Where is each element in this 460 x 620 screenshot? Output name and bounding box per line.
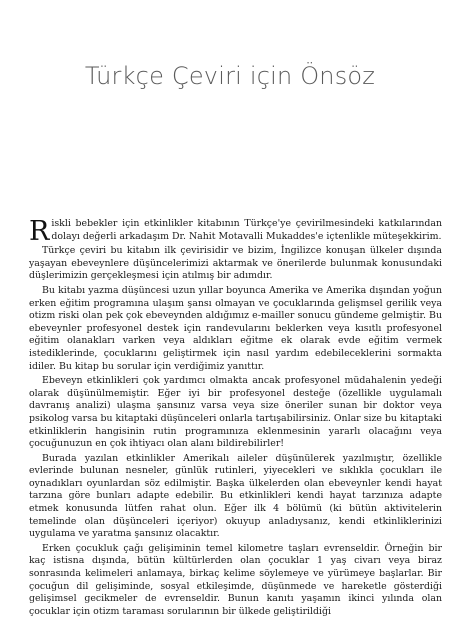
paragraph-1-text: iskli bebekler için etkinlikler kitabının Türkçe'ye çevirilmesindeki katkılarından dolayı değerli arkadaşım Dr. Nahit Motavalli Mukaddes'e içtenlikle müteşekkirim. (51, 218, 442, 242)
paragraph-2: Türkçe çeviri bu kitabın ilk çevirisidir ve bizim, İngilizce konuşan ülkeler dışında yaşayan ebeveynlere düşüncelerimizi aktarmak ve önerilerde bulunmak konusundaki düşlerimizin gerçekleşmesi için atılmış bir adımdır. (29, 245, 442, 282)
paragraph-5: Burada yazılan etkinlikler Amerikalı aileler düşünülerek yazılmıştır, özellikle evlerinde bulunan nesneler, günlük rutinleri, yiyecekleri ve sıklıkla çocukları ile oynadıkları oyunlardan söz edilmiştir. Başka ülkelerden olan ebeveynler kendi hayat tarzına göre bunları adapte edebilir. Bu etkinlikleri kendi hayat tarzınıza adapte etmek konusunda lütfen rahat olun. Eğer ilk 4 bölümü (ki bütün aktivitelerin temelinde olan düşünceleri içeriyor) okuyup anladıysanız, kendi etkinliklerinizi uygulama ve yaratma şansınız olacaktır. (29, 452, 442, 540)
drop-cap: R (29, 216, 50, 247)
paragraph-3: Bu kitabı yazma düşüncesi uzun yıllar boyunca Amerika ve Amerika dışından yoğun erken eğitim programına ulaşım şansı olmayan ve çocuklarında gelişmsel gerilik veya otizm riski olan pek çok ebeveynden aldığımız e-mailler sonucu gündeme gelmiştir. Bu ebeveynler profesyonel destek için randevularını beklerken veya kısıtlı profesyonel eğitim olanakları varken veya aldıkları eğitme ek olarak evde eğitim vermek istediklerinde, çocuklarını geliştirmek için nasıl yardım edebileceklerini sormakta idiler. Bu kitap bu sorular için verdiğimiz yanıttır. (29, 284, 442, 372)
paragraph-1 (29, 216, 442, 247)
paragraph-4: Ebeveyn etkinlikleri çok yardımcı olmakta ancak profesyonel müdahalenin yedeği olarak düşünülmemiştir. Eğer iyi bir profesyonel desteğe (özellikle uygulamalı davranış analizi) ulaşma şansınız varsa veya size öneriler sunan bir doktor veya psikolog varsa bu kitaptaki düşünceleri onlarla tartışabilirsiniz. Onlar size bu kitaptaki etkinliklerin hangisinin rutin programınıza eklenmesinin yararlı olacağını veya çocuğunuzun en çok ihtiyacı olan alanı bildirebilirler! (29, 375, 442, 450)
paragraph-6: Erken çocukluk çağı gelişiminin temel kilometre taşları evrenseldir. Örneğin bir kaç istisna dışında, bütün kültürlerden olan çocuklar 1 yaş civarı veya biraz sonrasında kelimeleri anlamaya, birkaç kelime söylemeye ve yürümeye başlarlar. Bir çocuğun dil gelişiminde, sosyal etkileşimde, düşünmede ve hareketle gösterdiği gelişimsel gecikmeler de evrenseldir. Bunun kanıtı yaşamın ikinci yılında olan çocuklar için otizm taraması sorularının bir ülkede geliştirildiği (29, 542, 442, 617)
page-title: Türkçe Çeviri için Önsöz (84, 62, 376, 90)
body-text (29, 218, 442, 620)
